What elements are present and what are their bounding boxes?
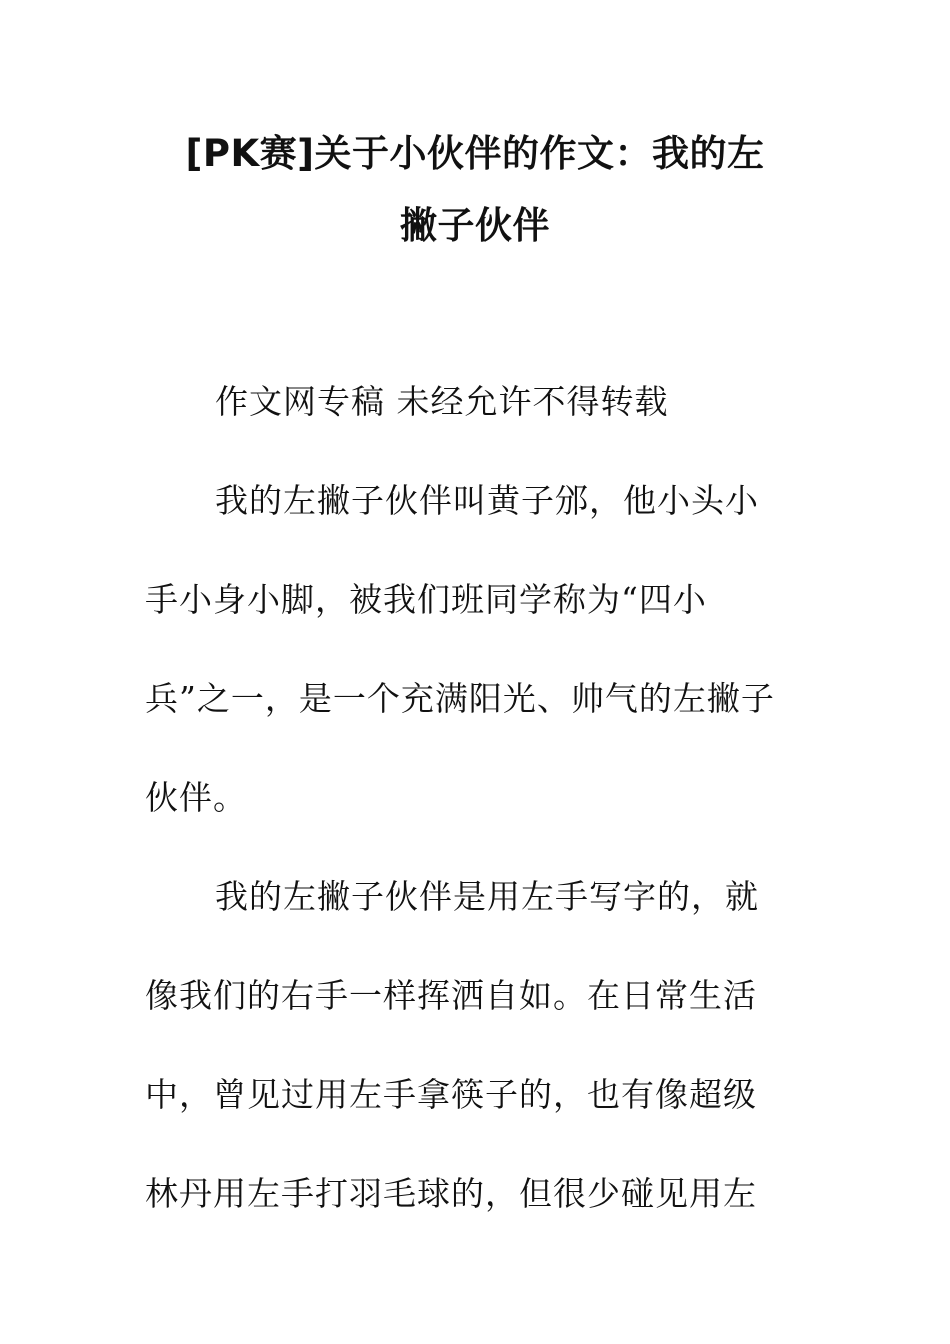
paragraph-2: 我的左撇子伙伴是用左手写字的，就像我们的右手一样挥洒自如。在日常生活中，曾见过用左手拿筷子的，也有像超级林丹用左手打羽毛球的，但很少碰见用左 <box>145 877 759 1213</box>
copyright-note-block <box>145 352 780 451</box>
title-line-1: [PK赛]关于小伙伴的作文：我的左 <box>185 132 765 175</box>
copyright-note: 作文网专稿 未经允许不得转载 <box>215 382 669 421</box>
paragraph-1: 我的左撇子伙伴叫黄子邠，他小头小手小身小脚，被我们班同学称为“四小兵”之一，是一个充满阳光、帅气的左撇子伙伴。 <box>145 481 775 817</box>
article-body <box>145 451 780 1243</box>
title-line-2: 撇子伙伴 <box>400 204 550 247</box>
document-title <box>120 118 830 262</box>
